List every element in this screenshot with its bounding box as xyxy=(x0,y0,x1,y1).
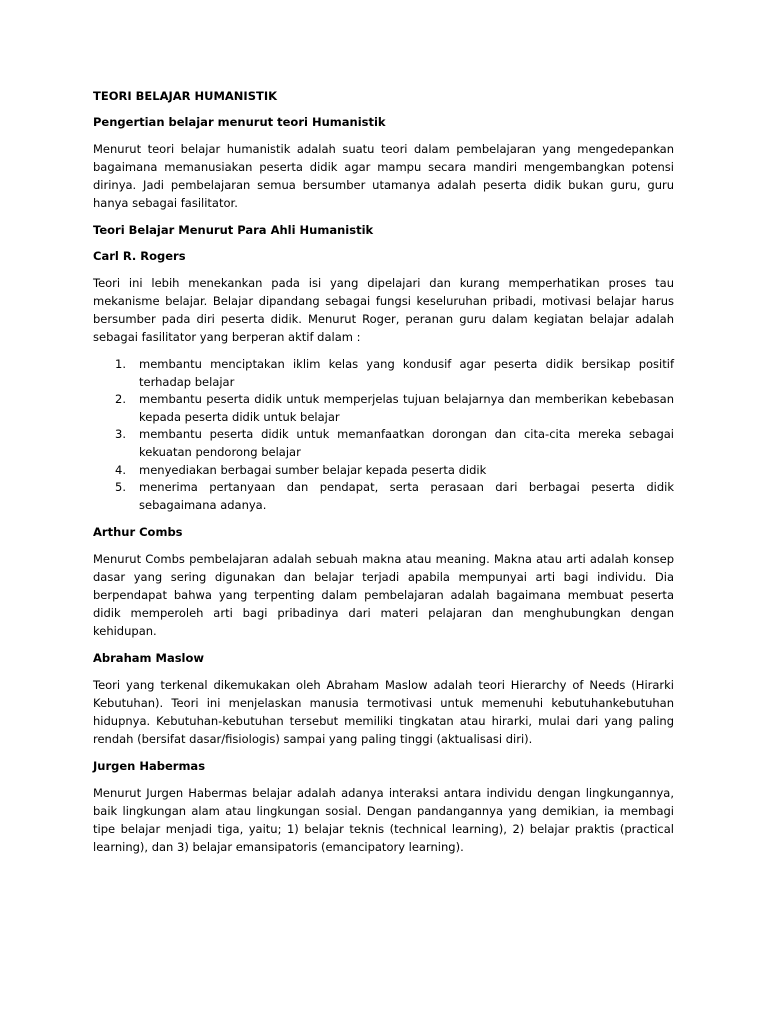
list-item-text: menerima pertanyaan dan pendapat, serta perasaan dari berbagai peserta didik sebagaimana adanya. xyxy=(139,480,674,512)
list-number: 3. xyxy=(115,427,126,442)
list-item-text: membantu menciptakan iklim kelas yang kondusif agar peserta didik bersikap positif terhadap belajar xyxy=(139,357,674,389)
list-item xyxy=(93,479,674,514)
document-title: TEORI BELAJAR HUMANISTIK xyxy=(93,89,278,103)
list-item xyxy=(93,462,674,480)
list-item-text: menyediakan berbagai sumber belajar kepada peserta didik xyxy=(139,462,487,477)
list-number: 4. xyxy=(115,462,126,477)
list-item-text: membantu peserta didik untuk memperjelas tujuan belajarnya dan memberikan kebebasan kepada peserta didik untuk belajar xyxy=(139,392,674,424)
paragraph: Teori yang terkenal dikemukakan oleh Abraham Maslow adalah teori Hierarchy of Needs (Hirarki Kebutuhan). Teori ini menjelaskan manusia termotivasi untuk memenuhi kebutuhankebutuhan hidupnya. Kebutuhan-kebutuhan tersebut memiliki tingkatan atau hirarki, mulai dari yang paling rendah (bersifat dasar/fisiologis) sampai yang paling tinggi (aktualisasi diri). xyxy=(93,678,674,747)
numbered-list xyxy=(93,356,674,514)
paragraph: Teori ini lebih menekankan pada isi yang dipelajari dan kurang memperhatikan proses tau mekanisme belajar. Belajar dipandang sebagai fungsi keseluruhan pribadi, motivasi belajar harus bersumber pada diri peserta didik. Menurut Roger, peranan guru dalam kegiatan belajar adalah sebagai fasilitator yang berperan aktif dalam : xyxy=(93,276,674,344)
section-heading: Carl R. Rogers xyxy=(93,249,186,263)
list-item xyxy=(93,356,674,391)
list-item xyxy=(93,426,674,461)
section-heading: Jurgen Habermas xyxy=(93,759,206,774)
list-number: 2. xyxy=(115,392,126,407)
list-number: 1. xyxy=(115,357,126,371)
list-number: 5. xyxy=(115,480,126,495)
section-heading: Abraham Maslow xyxy=(93,651,205,666)
paragraph: Menurut teori belajar humanistik adalah suatu teori dalam pembelajaran yang mengedepankan bagaimana memanusiakan peserta didik agar mampu secara mandiri mengembangkan potensi dirinya. Jadi pembelajaran semua bersumber utamanya adalah peserta didik bukan guru, guru hanya sebagai fasilitator. xyxy=(93,142,674,210)
paragraph: Menurut Combs pembelajaran adalah sebuah makna atau meaning. Makna atau arti adalah konsep dasar yang sering digunakan dan belajar terjadi apabila mempunyai arti bagi individu. Dia berpendapat bahwa yang terpenting dalam pembelajaran adalah bagaimana membuat peserta didik memperoleh arti bagi pribadinya dari materi pelajaran dan menghubungkan dengan kehidupan. xyxy=(93,552,674,639)
section-heading: Arthur Combs xyxy=(93,525,183,540)
paragraph: Menurut Jurgen Habermas belajar adalah adanya interaksi antara individu dengan lingkungannya, baik lingkungan alam atau lingkungan sosial. Dengan pandangannya yang demikian, ia membagi tipe belajar menjadi tiga, yaitu; 1) belajar teknis (technical learning), 2) belajar praktis (practical learning), dan 3) belajar emansipatoris (emancipatory learning). xyxy=(93,786,674,855)
list-item xyxy=(93,391,674,426)
list-item-text: membantu peserta didik untuk memanfaatkan dorongan dan cita-cita mereka sebagai kekuatan pendorong belajar xyxy=(139,427,674,459)
section-heading: Pengertian belajar menurut teori Humanistik xyxy=(93,115,386,129)
section-heading: Teori Belajar Menurut Para Ahli Humanistik xyxy=(93,223,374,237)
